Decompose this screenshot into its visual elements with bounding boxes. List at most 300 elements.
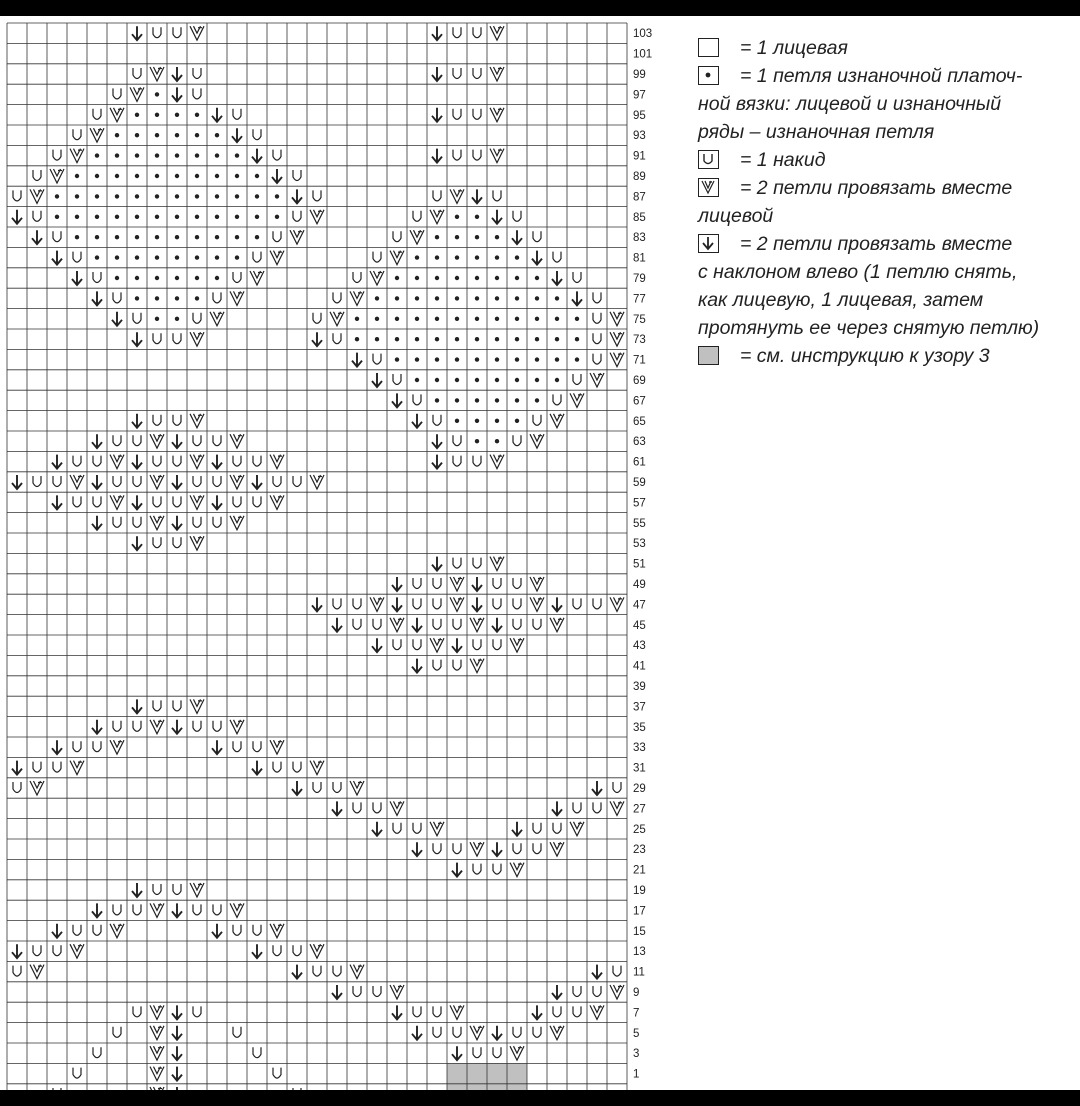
k2tog [150,516,164,530]
ssk-arrow [372,638,382,652]
purl-dot [215,194,219,198]
yarn-over [153,884,161,895]
yarn-over [253,741,261,752]
yarn-over [553,394,561,405]
legend-item-knit [698,34,1076,62]
yarn-over [373,354,381,365]
yarn-over [233,1027,241,1038]
yarn-over-icon [698,150,719,169]
purl-dot [495,398,499,402]
ssk-arrow [12,210,22,224]
purl-dot [575,337,579,341]
purl-dot [155,255,159,259]
row-number: 15 [633,925,646,938]
k2tog [150,1067,164,1081]
yarn-over [433,660,441,671]
gray-cell [447,1063,467,1083]
ssk-arrow [312,332,322,346]
row-number: 31 [633,762,646,775]
purl-dot [235,235,239,239]
purl-dot [95,174,99,178]
yarn-over [393,823,401,834]
purl-dot [515,378,519,382]
yarn-over [453,68,461,79]
k2tog [70,149,84,163]
purl-dot [435,398,439,402]
yarn-over [193,721,201,732]
k2tog [350,291,364,305]
yarn-over [293,170,301,181]
purl-dot [175,296,179,300]
purl-dot [195,215,199,219]
purl-dot [495,357,499,361]
ssk-arrow [132,26,142,40]
yarn-over [273,231,281,242]
yarn-over [73,1068,81,1079]
purl-dot [355,337,359,341]
purl-dot [255,174,259,178]
purl-dot [155,153,159,157]
purl-dot [475,398,479,402]
purl-dot [415,255,419,259]
yarn-over [193,517,201,528]
purl-dot [495,255,499,259]
k2tog [190,536,204,550]
row-number: 43 [633,640,646,653]
k2tog [610,597,624,611]
k2tog [430,638,444,652]
yarn-over [533,619,541,630]
purl-dot [155,296,159,300]
yarn-over [533,823,541,834]
k2tog [490,557,504,571]
purl-dot [75,215,79,219]
pattern-sheet [0,16,1080,1090]
purl-dot [215,235,219,239]
yarn-over [373,252,381,263]
ssk-arrow [212,924,222,938]
yarn-over [93,272,101,283]
row-number: 91 [633,150,646,163]
purl-dot [455,357,459,361]
purl-dot [555,378,559,382]
purl-dot [455,276,459,280]
purl-dot [275,215,279,219]
yarn-over [153,333,161,344]
ssk-arrow [32,230,42,244]
row-number: 23 [633,844,646,857]
ssk-arrow [412,414,422,428]
yarn-over [153,700,161,711]
knitting-chart [0,16,700,1090]
row-number: 73 [633,334,646,347]
yarn-over [513,843,521,854]
yarn-over [533,843,541,854]
legend-item-gray [698,342,1076,370]
ssk-arrow [512,230,522,244]
purl-dot [495,337,499,341]
row-number: 9 [633,987,640,999]
yarn-over [413,823,421,834]
k2tog [230,720,244,734]
yarn-over [153,27,161,38]
purl-dot [135,113,139,117]
k2tog [250,271,264,285]
purl-dot [555,357,559,361]
purl-dot [215,153,219,157]
purl-dot [555,296,559,300]
yarn-over [113,721,121,732]
purl-dot [395,357,399,361]
k2tog [490,455,504,469]
yarn-over [513,619,521,630]
purl-dot [175,235,179,239]
ssk-arrow [92,434,102,448]
purl-dot [155,113,159,117]
ssk-arrow [132,455,142,469]
ssk-arrow [372,822,382,836]
k2tog [370,271,384,285]
k2tog [550,1026,564,1040]
purl-dot [435,276,439,280]
yarn-over [73,456,81,467]
purl-dot [135,235,139,239]
purl-dot [115,235,119,239]
ssk-arrow [472,597,482,611]
k2tog [610,353,624,367]
ssk-arrow [372,373,382,387]
yarn-over [253,252,261,263]
ssk-arrow [92,720,102,734]
yarn-over [413,211,421,222]
yarn-over [453,435,461,446]
yarn-over [193,476,201,487]
yarn-over [553,823,561,834]
purl-dot [55,194,59,198]
yarn-over [113,88,121,99]
row-number: 17 [633,905,646,918]
ssk-arrow [412,618,422,632]
purl-dot [75,235,79,239]
ssk-arrow [552,271,562,285]
purl-dot [195,235,199,239]
ssk-arrow [392,597,402,611]
yarn-over [113,435,121,446]
ssk-arrow [172,1067,182,1081]
purl-dot [95,235,99,239]
k2tog [470,659,484,673]
yarn-over [493,598,501,609]
yarn-over [113,517,121,528]
k2tog [190,26,204,40]
yarn-over [273,1068,281,1079]
yarn-over [53,1088,61,1090]
yarn-over [73,741,81,752]
yarn-over [593,292,601,303]
yarn-over [213,904,221,915]
k2tog [570,822,584,836]
yarn-over [453,109,461,120]
purl-dot [495,235,499,239]
yarn-over [13,966,21,977]
purl-dot [475,439,479,443]
k2tog [310,944,324,958]
purl-dot [155,92,159,96]
yarn-over [173,456,181,467]
row-number: 49 [633,579,646,591]
yarn-over [473,864,481,875]
k2tog [270,495,284,509]
purl-dot [415,317,419,321]
k2tog [270,924,284,938]
purl-dot [75,194,79,198]
row-number: 21 [633,864,646,877]
row-number: 3 [633,1048,640,1061]
row-number: 77 [633,293,646,306]
purl-dot [415,276,419,280]
yarn-over [173,537,181,548]
yarn-over [293,762,301,773]
purl-dot [155,133,159,137]
k2tog [610,801,624,815]
gray-cell [447,1084,467,1090]
k2tog [150,67,164,81]
k2tog [150,475,164,489]
k2tog [610,985,624,999]
row-number: 79 [633,273,646,285]
ssk-arrow [212,108,222,122]
yarn-over [433,619,441,630]
legend-text-cont: протянуть ее через снятую петлю) [698,317,1040,339]
purl-dot [395,317,399,321]
k2tog [470,618,484,632]
k2tog [110,455,124,469]
ssk-arrow [12,475,22,489]
yarn-over [533,231,541,242]
purl-dot [435,337,439,341]
row-number: 87 [633,191,646,204]
yarn-over [593,313,601,324]
yarn-over [173,884,181,895]
ssk-arrow [412,1026,422,1040]
yarn-over [593,802,601,813]
ssk-arrow [52,740,62,754]
yarn-over [313,313,321,324]
row-numbers [633,28,652,1080]
purl-dot [195,296,199,300]
row-number: 25 [633,823,646,836]
k2tog [390,251,404,265]
purl-dot [175,255,179,259]
yarn-over [273,476,281,487]
yarn-over [513,1027,521,1038]
k2tog [190,699,204,713]
k2tog [150,434,164,448]
legend-item-yarn-over [698,146,1076,174]
k2tog [530,434,544,448]
row-number: 99 [633,69,646,81]
k2tog [90,128,104,142]
legend-item-k2tog [698,174,1076,230]
purl-dot [175,317,179,321]
legend-text: = 2 петли провязать вместе [740,233,1013,255]
yarn-over [333,333,341,344]
purl-dot [155,174,159,178]
ssk-arrow [492,210,502,224]
row-number: 11 [633,966,645,979]
purl-dot [235,255,239,259]
k2tog [570,393,584,407]
yarn-over [173,496,181,507]
yarn-over [113,476,121,487]
k2tog [70,944,84,958]
row-number: 85 [633,211,646,224]
purl-dot [515,276,519,280]
k2tog [230,291,244,305]
legend-text-cont: с наклоном влево (1 петлю снять, [698,261,1018,283]
purl-dot [235,174,239,178]
yarn-over [553,252,561,263]
yarn-over [333,292,341,303]
purl-dot [395,337,399,341]
k2tog [330,312,344,326]
purl-dot [455,378,459,382]
yarn-over [593,986,601,997]
k2tog [510,638,524,652]
symbol-legend [698,34,1076,370]
legend-item-purl-garter [698,62,1076,146]
purl-dot [195,174,199,178]
yarn-over [513,598,521,609]
yarn-over [53,762,61,773]
yarn-over [333,598,341,609]
k2tog [430,210,444,224]
yarn-over [433,1027,441,1038]
purl-dot [355,317,359,321]
yarn-over [433,190,441,201]
purl-dot [215,255,219,259]
ssk-arrow [312,597,322,611]
yarn-over [433,1006,441,1017]
purl-dot [195,133,199,137]
purl-dot [115,153,119,157]
yarn-over [113,1027,121,1038]
k2tog [590,373,604,387]
yarn-over [153,415,161,426]
purl-dot [55,215,59,219]
chart-grid [7,23,627,1090]
purl-dot [475,419,479,423]
ssk-arrow [472,577,482,591]
ssk-arrow [472,189,482,203]
purl-dot [515,419,519,423]
ssk-arrow [52,455,62,469]
yarn-over [213,721,221,732]
yarn-over [413,394,421,405]
ssk-arrow [172,1026,182,1040]
row-number: 71 [633,354,646,367]
legend-text: = 1 лицевая [740,37,848,59]
yarn-over [373,802,381,813]
yarn-over [453,27,461,38]
yarn-over [293,945,301,956]
k2tog [70,761,84,775]
ssk-arrow [432,108,442,122]
k2tog [230,516,244,530]
yarn-over [233,496,241,507]
yarn-over [353,598,361,609]
yarn-over [273,945,281,956]
purl-dot [175,113,179,117]
purl-dot [135,153,139,157]
purl-dot [455,337,459,341]
k2tog [110,924,124,938]
purl-dot [235,215,239,219]
purl-dot [175,194,179,198]
yarn-over [133,435,141,446]
k2tog [590,1005,604,1019]
ssk-arrow [212,455,222,469]
k2tog-icon [698,178,719,197]
gray-cell [467,1063,487,1083]
yarn-over [433,578,441,589]
purl-dot [475,317,479,321]
yarn-over [513,578,521,589]
purl-dot [375,337,379,341]
purl-dot [235,153,239,157]
k2tog [510,863,524,877]
yarn-over [453,1027,461,1038]
yarn-over [193,904,201,915]
ssk-arrow [412,842,422,856]
purl-dot [515,337,519,341]
k2tog [190,495,204,509]
ssk-arrow [252,944,262,958]
ssk-arrow [92,903,102,917]
yarn-over [333,966,341,977]
purl-dot [535,317,539,321]
yarn-over [213,292,221,303]
k2tog [30,965,44,979]
ssk-arrow [52,495,62,509]
purl-dot [215,276,219,280]
purl-dot [195,255,199,259]
row-number: 5 [633,1027,640,1040]
ssk-arrow [432,149,442,163]
k2tog [150,720,164,734]
row-number: 59 [633,477,646,489]
purl-dot [475,378,479,382]
ssk-arrow [452,1046,462,1060]
ssk-arrow [432,557,442,571]
ssk-arrow [492,618,502,632]
yarn-over [373,986,381,997]
ssk-arrow [552,801,562,815]
purl-dot [475,296,479,300]
ssk-arrow [12,761,22,775]
ssk-arrow [132,883,142,897]
ssk-arrow [332,985,342,999]
k2tog [390,801,404,815]
purl-dot [135,296,139,300]
yarn-over [533,1027,541,1038]
ssk-arrow [432,455,442,469]
purl-dot [155,215,159,219]
yarn-over [33,476,41,487]
yarn-over [353,802,361,813]
yarn-over [53,150,61,161]
ssk-arrow [172,903,182,917]
